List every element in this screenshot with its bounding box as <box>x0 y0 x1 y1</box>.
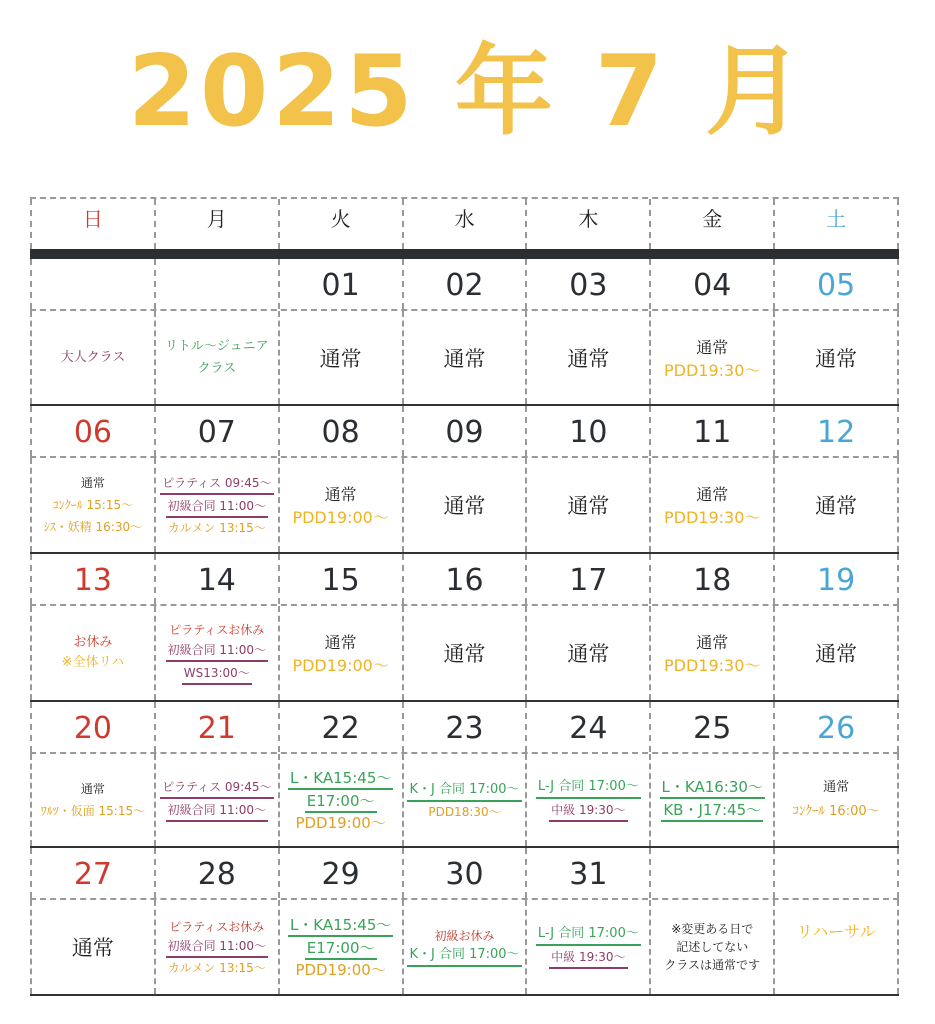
day-content <box>30 606 156 700</box>
schedule-text: 初級合同 11:00〜 <box>166 641 268 662</box>
date-cell: 12 <box>775 406 899 456</box>
date-row <box>30 554 899 606</box>
date-cell: 30 <box>404 848 528 898</box>
day-content <box>156 311 280 404</box>
date-cell: 02 <box>404 259 528 309</box>
date-cell: 23 <box>404 702 528 752</box>
date-cell: 13 <box>30 554 156 604</box>
note-text: 記述してない <box>676 940 749 954</box>
calendar <box>30 197 899 996</box>
day-content <box>775 458 899 552</box>
weekday-sun: 日 <box>30 199 156 249</box>
date-cell: 27 <box>30 848 156 898</box>
day-content <box>156 900 280 994</box>
date-row <box>30 848 899 900</box>
date-cell <box>775 848 899 898</box>
schedule-text: 通常 <box>823 780 850 795</box>
schedule-text: K・J 合同 17:00〜 <box>407 946 521 967</box>
date-cell: 24 <box>527 702 651 752</box>
schedule-text: ｺﾝｸｰﾙ 16:00〜 <box>792 804 880 819</box>
day-content <box>775 754 899 846</box>
date-cell: 11 <box>651 406 775 456</box>
schedule-text: 通常 <box>815 642 858 666</box>
week-row <box>30 259 899 406</box>
schedule-text: 通常 <box>443 346 486 371</box>
week-row <box>30 406 899 554</box>
schedule-text: 初級合同 11:00〜 <box>166 801 268 822</box>
date-cell: 31 <box>527 848 651 898</box>
class-label: クラス <box>197 360 237 376</box>
date-row <box>30 406 899 458</box>
day-content <box>651 754 775 846</box>
date-cell: 17 <box>527 554 651 604</box>
date-cell: 03 <box>527 259 651 309</box>
day-content <box>404 900 528 994</box>
schedule-text: 通常 <box>567 642 610 666</box>
day-content <box>775 311 899 404</box>
date-cell: 18 <box>651 554 775 604</box>
schedule-text: リハーサル <box>796 922 876 941</box>
schedule-text: WS13:00〜 <box>182 664 252 685</box>
schedule-text: 通常 <box>80 476 105 490</box>
schedule-text: ｺﾝｸｰﾙ 15:15〜 <box>52 498 134 512</box>
date-cell: 19 <box>775 554 899 604</box>
day-content <box>651 900 775 994</box>
day-content <box>404 311 528 404</box>
schedule-text: PDD19:00〜 <box>295 961 386 979</box>
date-row <box>30 702 899 754</box>
page-title: 2025 年 7 月 <box>127 35 808 149</box>
schedule-text: 中級 19:30〜 <box>549 948 627 969</box>
day-content <box>404 458 528 552</box>
class-label: リトル〜ジュニア <box>164 338 269 354</box>
date-cell <box>156 259 280 309</box>
schedule-text: L-J 合同 17:00〜 <box>536 778 641 799</box>
schedule-text: 初級合同 11:00〜 <box>166 937 268 958</box>
schedule-text: お休み <box>73 635 113 650</box>
day-content <box>651 311 775 404</box>
schedule-text: KB・J17:45〜 <box>661 801 763 822</box>
class-label: 大人クラス <box>60 349 126 365</box>
schedule-text: カルメン 13:15〜 <box>167 521 266 535</box>
schedule-text: PDD19:00〜 <box>295 814 386 832</box>
weekday-thu: 木 <box>527 199 651 249</box>
weekday-header <box>30 197 899 249</box>
day-content <box>404 606 528 700</box>
week-row <box>30 848 899 996</box>
day-content <box>527 754 651 846</box>
date-cell: 06 <box>30 406 156 456</box>
date-cell: 15 <box>280 554 404 604</box>
day-content <box>156 606 280 700</box>
date-cell: 29 <box>280 848 404 898</box>
schedule-text: ピラティスお休み <box>169 623 265 637</box>
schedule-text: 通常 <box>815 494 858 518</box>
date-cell: 22 <box>280 702 404 752</box>
date-cell: 21 <box>156 702 280 752</box>
schedule-text: 通常 <box>696 633 729 652</box>
schedule-text: ﾜﾙﾂ・仮面 15:15〜 <box>40 804 146 818</box>
date-cell <box>30 259 156 309</box>
day-content <box>775 900 899 994</box>
schedule-text: 初級合同 11:00〜 <box>166 497 268 518</box>
day-content <box>280 900 404 994</box>
weekday-wed: 水 <box>404 199 528 249</box>
date-cell <box>651 848 775 898</box>
schedule-text: E17:00〜 <box>305 792 377 813</box>
schedule-text: 中級 19:30〜 <box>549 801 627 822</box>
header-divider <box>30 249 899 259</box>
schedule-text: ピラティスお休み <box>169 919 265 934</box>
schedule-text: 通常 <box>324 633 357 652</box>
week-row <box>30 554 899 702</box>
day-content <box>527 311 651 404</box>
day-content <box>527 458 651 552</box>
date-cell: 04 <box>651 259 775 309</box>
schedule-text: 通常 <box>443 494 486 518</box>
schedule-text: PDD19:30〜 <box>664 656 761 675</box>
schedule-text: PDD19:00〜 <box>292 656 389 675</box>
content-row <box>30 458 899 552</box>
schedule-text: PDD19:30〜 <box>664 360 761 380</box>
day-content <box>651 606 775 700</box>
day-content <box>280 458 404 552</box>
day-content <box>30 311 156 404</box>
schedule-text: ※全体リハ <box>61 655 125 670</box>
content-row <box>30 606 899 700</box>
date-cell: 09 <box>404 406 528 456</box>
weekday-fri: 金 <box>651 199 775 249</box>
schedule-text: 通常 <box>696 485 729 504</box>
weekday-tue: 火 <box>280 199 404 249</box>
schedule-text: ｼｽ・妖精 16:30〜 <box>43 520 143 534</box>
note-text: ※変更ある日で <box>671 922 754 936</box>
day-content <box>280 754 404 846</box>
day-content <box>30 754 156 846</box>
day-content <box>156 754 280 846</box>
schedule-text: PDD19:00〜 <box>292 508 389 527</box>
week-row <box>30 702 899 848</box>
date-cell: 05 <box>775 259 899 309</box>
date-row <box>30 259 899 311</box>
schedule-text: E17:00〜 <box>305 939 377 960</box>
date-cell: 20 <box>30 702 156 752</box>
schedule-text: ピラティス 09:45〜 <box>160 778 273 799</box>
schedule-text: L・KA15:45〜 <box>288 769 393 790</box>
schedule-text: 通常 <box>324 485 357 504</box>
content-row <box>30 311 899 404</box>
day-content <box>651 458 775 552</box>
date-cell: 26 <box>775 702 899 752</box>
schedule-text: PDD18:30〜 <box>428 804 501 819</box>
date-cell: 07 <box>156 406 280 456</box>
schedule-text: 通常 <box>696 337 729 357</box>
schedule-text: L-J 合同 17:00〜 <box>536 925 641 946</box>
weekday-mon: 月 <box>156 199 280 249</box>
schedule-text: 通常 <box>815 346 858 371</box>
day-content <box>775 606 899 700</box>
schedule-text: L・KA15:45〜 <box>288 916 393 937</box>
day-content <box>156 458 280 552</box>
day-content <box>30 458 156 552</box>
date-cell: 25 <box>651 702 775 752</box>
date-cell: 01 <box>280 259 404 309</box>
day-content <box>404 754 528 846</box>
schedule-text: 通常 <box>567 494 610 518</box>
day-content <box>280 606 404 700</box>
schedule-text: 初級お休み <box>434 928 495 943</box>
schedule-text: 通常 <box>71 936 114 960</box>
day-content <box>527 606 651 700</box>
day-content <box>30 900 156 994</box>
schedule-text: 通常 <box>319 346 362 371</box>
day-content <box>527 900 651 994</box>
content-row <box>30 754 899 846</box>
schedule-text: 通常 <box>443 642 486 666</box>
schedule-text: カルメン 13:15〜 <box>167 960 266 975</box>
schedule-text: L・KA16:30〜 <box>660 778 765 799</box>
date-cell: 28 <box>156 848 280 898</box>
date-cell: 14 <box>156 554 280 604</box>
date-cell: 08 <box>280 406 404 456</box>
day-content <box>280 311 404 404</box>
schedule-text: 通常 <box>80 782 105 796</box>
date-cell: 16 <box>404 554 528 604</box>
schedule-text: 通常 <box>567 346 610 371</box>
weekday-sat: 土 <box>775 199 899 249</box>
schedule-text: ピラティス 09:45〜 <box>160 474 273 495</box>
schedule-text: K・J 合同 17:00〜 <box>407 781 521 802</box>
content-row <box>30 900 899 994</box>
date-cell: 10 <box>527 406 651 456</box>
note-text: クラスは通常です <box>664 958 761 972</box>
schedule-text: PDD19:30〜 <box>664 508 761 527</box>
